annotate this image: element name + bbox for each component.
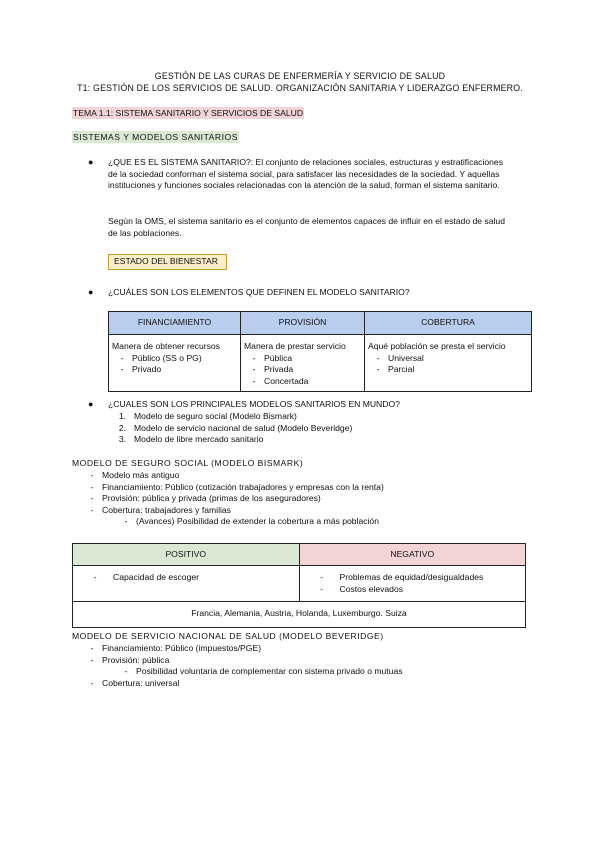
topic-heading: TEMA 1.1: SISTEMA SANITARIO Y SERVICIOS DE SALUD: [73, 108, 304, 118]
cobertura-cell: Aqué población se presta el servicio - Universal - Parcial: [365, 335, 532, 392]
list-item: - Capacidad de escoger: [93, 572, 199, 582]
estado-bienestar-box: ESTADO DEL BIENESTAR: [108, 254, 227, 270]
list-item: - Financiamiento: Público (impuestos/PGE): [90, 643, 262, 653]
list-item: - Público (SS o PG): [120, 352, 202, 363]
negative-cell: [299, 566, 526, 602]
pros-cons-table: [72, 543, 526, 628]
list-item: - Provisión: pública: [90, 654, 170, 665]
doc-subtitle: T1: GESTIÓN DE LOS SERVICIOS DE SALUD. ORGANIZACIÓN SANITARIA Y LIDERAZGO ENFERMERO.: [77, 83, 523, 93]
list-item: - Cobertura: trabajadores y familias: [90, 504, 231, 515]
q2-text: ¿CUÁLES SON LOS ELEMENTOS QUE DEFINEN EL MODELO SANITARIO?: [108, 287, 410, 297]
financiamiento-cell: Manera de obtener recursos - Público (SS o PG) - Privado: [109, 335, 241, 392]
list-item: - Pública: [252, 352, 293, 363]
header-provision: PROVISIÓN: [241, 312, 365, 335]
list-item: - Privada: [252, 364, 294, 374]
header-cobertura: COBERTURA: [365, 312, 532, 335]
bullet-icon: ●: [88, 287, 94, 297]
bullet-icon: ●: [88, 399, 94, 409]
list-item: - Universal: [376, 352, 424, 363]
bismark-list: [82, 470, 384, 528]
list-item: - Concertada: [252, 375, 309, 386]
list-item: - Costos elevados: [320, 583, 404, 594]
list-item: - (Avances) Posibilidad de extender la cobertura a más población: [124, 516, 379, 526]
bullet-icon: ●: [88, 157, 94, 167]
positive-cell: [73, 566, 300, 602]
list-item: 2. Modelo de servicio nacional de salud (Modelo Beveridge): [118, 422, 353, 433]
list-item: - Provisión: pública y privada (primas de los aseguradores): [90, 493, 321, 503]
negative-header: NEGATIVO: [299, 544, 526, 566]
list-item: 3. Modelo de libre mercado sanitario: [118, 434, 264, 444]
list-item: - Cobertura: universal: [90, 677, 180, 688]
doc-title: GESTIÓN DE LAS CURAS DE ENFERMERÍA Y SERVICIO DE SALUD: [154, 71, 446, 81]
q1-text: ¿QUE ES EL SISTEMA SANITARIO?: El conjunto de relaciones sociales, estructuras y estratificaciones de la sociedad conforman el sistema social, para satisfacer las necesidades de la sociedad. Y aquellas instituciones y funciones sociales relacionadas con la atención de la salud, forman el sistema sanitario.: [108, 157, 503, 190]
list-item: - Posibilidad voluntaria de complementar con sistema privado o mutuas: [124, 666, 403, 676]
list-item: - Privado: [120, 364, 162, 374]
models-list: [108, 411, 352, 446]
elements-table: [108, 311, 532, 392]
list-item: - Problemas de equidad/desigualdades: [320, 572, 484, 582]
bismark-heading: MODELO DE SEGURO SOCIAL (MODELO BISMARK): [72, 458, 304, 468]
list-item: - Modelo más antiguo: [90, 470, 180, 480]
provision-cell: Manera de prestar servicio - Pública - Privada - Concertada: [241, 335, 365, 392]
q3-text: ¿CUALES SON LOS PRINCIPALES MODELOS SANITARIOS EN MUNDO?: [108, 399, 400, 409]
list-item: - Parcial: [376, 364, 415, 374]
beveridge-heading: MODELO DE SERVICIO NACIONAL DE SALUD (MODELO BEVERIDGE): [72, 631, 384, 641]
beveridge-list: [82, 643, 403, 689]
list-item: 1. Modelo de seguro social (Modelo Bismark): [118, 411, 297, 421]
list-item: - Financiamiento: Público (cotización trabajadores y empresas con la renta): [90, 481, 384, 492]
header-financiamiento: FINANCIAMIENTO: [109, 312, 241, 335]
oms-definition: Según la OMS, el sistema sanitario es el conjunto de elementos capaces de influir en el estado de salud de las poblaciones.: [108, 216, 505, 238]
section-heading: SISTEMAS Y MODELOS SANITARIOS: [73, 132, 238, 142]
countries-cell: Francia, Alemania, Austria, Holanda, Luxemburgo. Suiza: [73, 602, 526, 628]
positive-header: POSITIVO: [73, 544, 300, 566]
